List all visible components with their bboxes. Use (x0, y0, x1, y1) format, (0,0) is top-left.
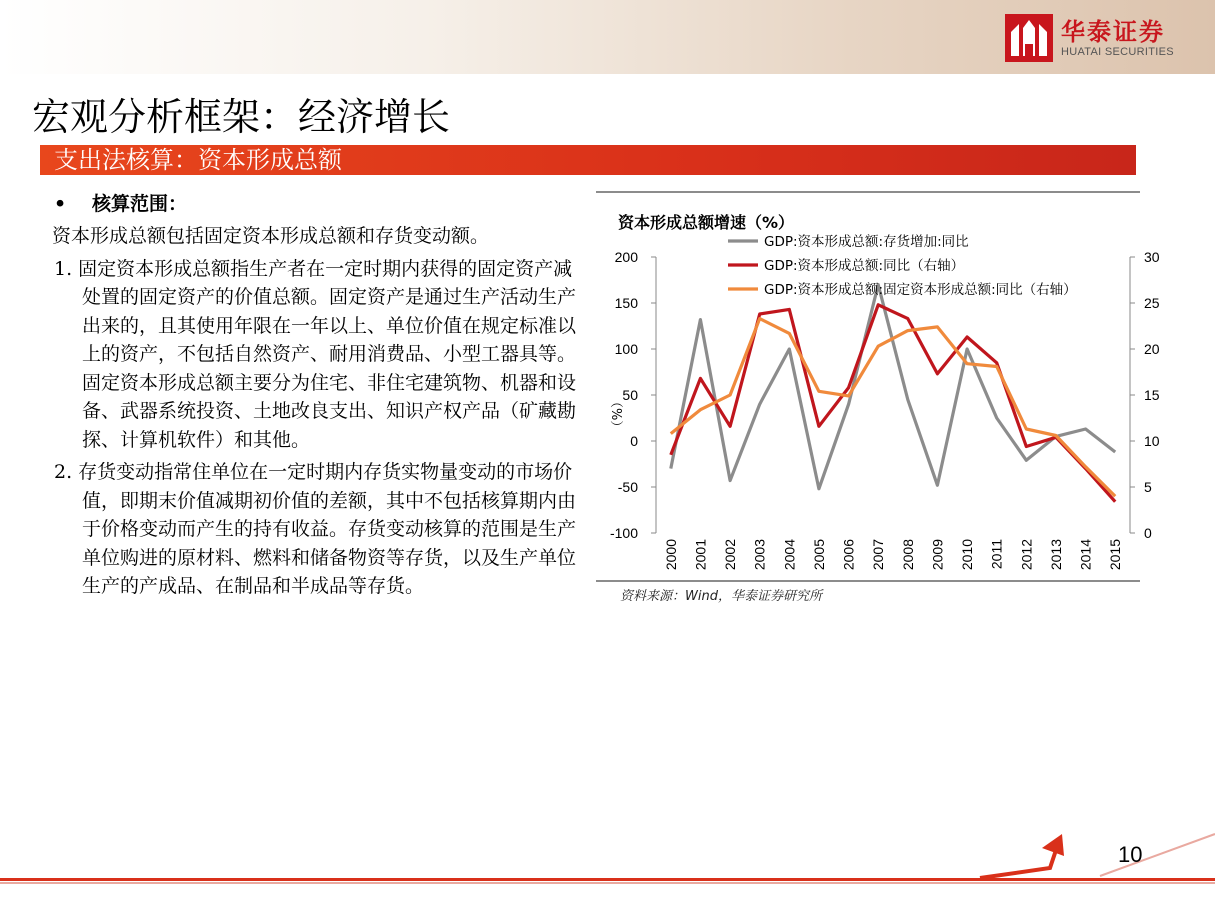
arrow-decoration-icon (980, 830, 1215, 882)
company-logo (1005, 10, 1195, 66)
x-tick-label: 2000 (662, 539, 679, 571)
body-text (52, 190, 582, 601)
item-paragraph-2: 2. 存货变动指常住单位在一定时期内存货实物量变动的市场价值，即期末价值减期初价值的差额，其中不包括核算期内由于价格变动而产生的持有收益。存货变动核算的范围是生产单位购进的原材料、燃料和储备物资等存货，以及生产单位生产的产成品、在制品和半成品等存货。 (54, 461, 577, 597)
y-left-axis-label: （%） (608, 395, 623, 434)
y-left-tick-label: 50 (622, 387, 638, 403)
chart (596, 190, 1160, 585)
x-tick-label: 2008 (899, 539, 916, 571)
x-tick-label: 2003 (751, 539, 768, 571)
section-title: 支出法核算：资本形成总额 (54, 146, 342, 174)
brand-name-en: HUATAI SECURITIES (1061, 46, 1174, 58)
y-left-tick-label: 0 (630, 433, 638, 449)
y-right-tick-label: 0 (1144, 525, 1152, 541)
huatai-logo-icon (1005, 14, 1053, 62)
series-line-1 (671, 285, 1115, 489)
section-bar (40, 145, 1136, 175)
y-right-tick-label: 25 (1144, 295, 1160, 311)
chart-title: 资本形成总额增速（%） (618, 213, 795, 232)
x-tick-label: 2006 (840, 539, 857, 571)
x-tick-label: 2009 (929, 539, 946, 571)
x-tick-label: 2002 (722, 539, 739, 571)
y-right-tick-label: 15 (1144, 387, 1160, 403)
x-tick-label: 2015 (1107, 539, 1124, 571)
page-number: 10 (1118, 842, 1143, 867)
bullet-dot-icon: • (54, 193, 67, 215)
x-tick-label: 2013 (1047, 539, 1064, 571)
intro-paragraph: 资本形成总额包括固定资本形成总额和存货变动额。 (52, 225, 490, 247)
bullet-heading-text: 核算范围： (92, 193, 188, 215)
y-right-tick-label: 30 (1144, 249, 1160, 265)
y-left-tick-label: 100 (614, 341, 638, 357)
x-tick-label: 2012 (1018, 539, 1035, 571)
legend-label-2: GDP:资本形成总额:同比（右轴） (764, 258, 965, 274)
y-right-tick-label: 5 (1144, 479, 1152, 495)
y-right-tick-label: 20 (1144, 341, 1160, 357)
x-tick-label: 2005 (810, 539, 827, 571)
y-right-tick-label: 10 (1144, 433, 1160, 449)
page-title: 宏观分析框架：经济增长 (32, 95, 451, 139)
legend-label-3: GDP:资本形成总额:固定资本形成总额:同比（右轴） (764, 282, 1077, 298)
item-paragraph-1: 1. 固定资本形成总额指生产者在一定时期内获得的固定资产减处置的固定资产的价值总额。固定资产是通过生产活动生产出来的，且其使用年限在一年以上、单位价值在规定标准以上的资产，不包括自然资产、耐用消费品、小型工器具等。固定资本形成总额主要分为住宅、非住宅建筑物、机器和设备、武器系统投资、土地改良支出、知识产权产品（矿藏勘探、计算机软件）和其他。 (54, 257, 577, 451)
chart-legend (728, 233, 1077, 298)
y-left-tick-label: 150 (614, 295, 638, 311)
legend-label-1: GDP:资本形成总额:存货增加:同比 (764, 234, 969, 250)
x-tick-label: 2010 (959, 539, 976, 571)
x-tick-label: 2001 (692, 539, 709, 571)
brand-name-cn: 华泰证券 (1061, 18, 1165, 46)
source-note: 资料来源：Wind，华泰证券研究所 (620, 589, 822, 604)
y-left-tick-label: -100 (609, 525, 638, 541)
y-left-tick-label: 200 (614, 249, 638, 265)
series-line-2 (671, 305, 1115, 502)
x-tick-label: 2007 (870, 539, 887, 571)
y-left-tick-label: -50 (617, 479, 638, 495)
chart-lines (671, 285, 1116, 502)
x-tick-label: 2011 (988, 539, 1005, 570)
x-tick-label: 2004 (781, 539, 798, 571)
x-tick-label: 2014 (1077, 539, 1094, 571)
bullet-heading (52, 190, 582, 220)
